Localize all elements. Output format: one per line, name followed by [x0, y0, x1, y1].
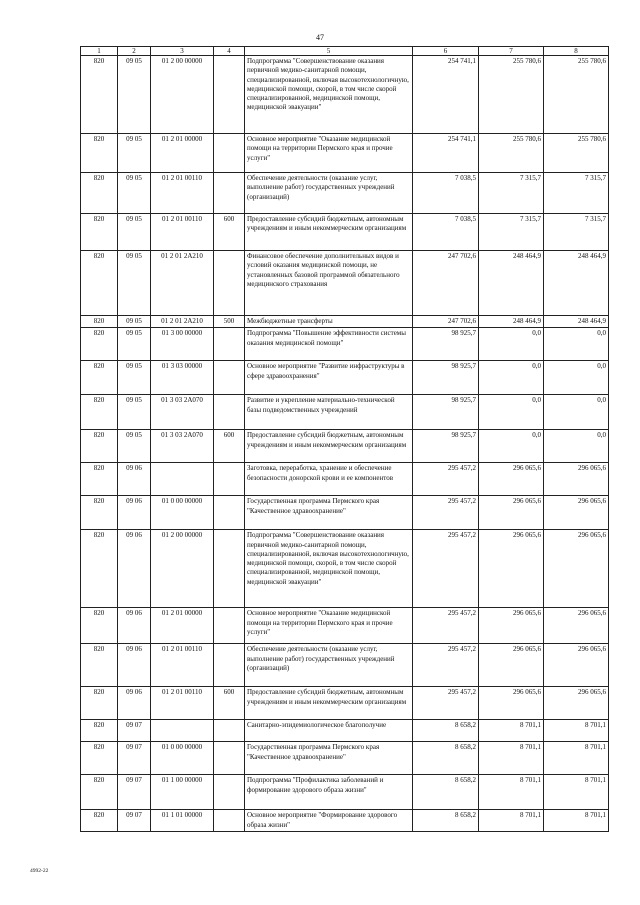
- cell-amount-2023: 7 315,7: [479, 173, 544, 214]
- table-row: [81, 430, 609, 463]
- cell-section-code: 09 06: [118, 463, 151, 496]
- table-row: [81, 608, 609, 644]
- cell-name: Подпрограмма "Повышение эффективности системы оказания медицинской помощи": [245, 328, 413, 361]
- cell-admin-code: 820: [81, 251, 118, 316]
- cell-target-code: 01 2 01 00000: [151, 608, 214, 644]
- cell-amount-2024: 7 315,7: [544, 173, 609, 214]
- cell-section-code: 09 07: [118, 775, 151, 810]
- cell-target-code: 01 2 00 00000: [151, 530, 214, 608]
- cell-section-code: 09 07: [118, 720, 151, 742]
- cell-target-code: 01 2 01 00110: [151, 214, 214, 251]
- table-row: [81, 810, 609, 832]
- cell-section-code: 09 05: [118, 251, 151, 316]
- cell-amount-2024: 255 780,6: [544, 56, 609, 134]
- cell-target-code: 01 1 01 00000: [151, 810, 214, 832]
- cell-amount-2022: 8 658,2: [413, 775, 479, 810]
- cell-name: Финансовое обеспечение дополнительных видов и условий оказания медицинской помощи, не установленных базовой программой обязательного медицинского страхования: [245, 251, 413, 316]
- header-cell: 2: [118, 47, 151, 56]
- cell-amount-2022: 295 457,2: [413, 530, 479, 608]
- table-row: [81, 361, 609, 395]
- header-row: [81, 47, 609, 56]
- cell-expense-type: [214, 810, 245, 832]
- cell-name: Основное мероприятие "Оказание медицинской помощи на территории Пермского края и прочие услуги": [245, 608, 413, 644]
- cell-admin-code: 820: [81, 173, 118, 214]
- cell-amount-2024: 7 315,7: [544, 214, 609, 251]
- cell-amount-2022: 8 658,2: [413, 810, 479, 832]
- cell-name: Подпрограмма "Совершенствование оказания первичной медико-санитарной помощи, специализированной, включая высокотехнологичную, медицинской помощи, скорой, в том числе скорой специализированной, медицинской помощи, медицинской эвакуации": [245, 56, 413, 134]
- cell-expense-type: 600: [214, 687, 245, 720]
- cell-amount-2024: 8 701,1: [544, 810, 609, 832]
- cell-admin-code: 820: [81, 361, 118, 395]
- cell-expense-type: 500: [214, 316, 245, 328]
- cell-expense-type: [214, 463, 245, 496]
- cell-amount-2023: 296 065,6: [479, 644, 544, 687]
- cell-amount-2022: 7 038,5: [413, 173, 479, 214]
- cell-target-code: 01 0 00 00000: [151, 742, 214, 775]
- cell-section-code: 09 05: [118, 395, 151, 430]
- table-row: [81, 496, 609, 530]
- table-row: [81, 56, 609, 134]
- cell-expense-type: [214, 775, 245, 810]
- cell-amount-2022: 295 457,2: [413, 687, 479, 720]
- cell-expense-type: [214, 530, 245, 608]
- cell-amount-2023: 8 701,1: [479, 720, 544, 742]
- cell-name: Развитие и укрепление материально-технической базы подведомственных учреждений: [245, 395, 413, 430]
- table-row: [81, 395, 609, 430]
- cell-admin-code: 820: [81, 720, 118, 742]
- cell-amount-2023: 0,0: [479, 328, 544, 361]
- cell-amount-2022: 8 658,2: [413, 720, 479, 742]
- cell-amount-2022: 8 658,2: [413, 742, 479, 775]
- cell-target-code: 01 0 00 00000: [151, 496, 214, 530]
- cell-amount-2024: 8 701,1: [544, 775, 609, 810]
- cell-expense-type: [214, 134, 245, 173]
- cell-amount-2023: 8 701,1: [479, 775, 544, 810]
- cell-name: Предоставление субсидий бюджетным, автономным учреждениям и иным некоммерческим организациям: [245, 430, 413, 463]
- cell-expense-type: [214, 173, 245, 214]
- cell-amount-2024: 0,0: [544, 361, 609, 395]
- cell-section-code: 09 07: [118, 742, 151, 775]
- cell-amount-2022: 98 925,7: [413, 328, 479, 361]
- table-row: [81, 214, 609, 251]
- table-row: [81, 775, 609, 810]
- cell-amount-2024: 296 065,6: [544, 608, 609, 644]
- cell-section-code: 09 06: [118, 687, 151, 720]
- cell-name: Государственная программа Пермского края "Качественное здравоохранение": [245, 496, 413, 530]
- header-cell: 5: [245, 47, 413, 56]
- cell-section-code: 09 05: [118, 328, 151, 361]
- cell-target-code: 01 3 03 00000: [151, 361, 214, 395]
- cell-amount-2024: 296 065,6: [544, 687, 609, 720]
- cell-section-code: 09 05: [118, 430, 151, 463]
- cell-amount-2024: 248 464,9: [544, 251, 609, 316]
- table-row: [81, 687, 609, 720]
- header-cell: 4: [214, 47, 245, 56]
- cell-amount-2023: 0,0: [479, 395, 544, 430]
- cell-amount-2023: 255 780,6: [479, 56, 544, 134]
- cell-name: Основное мероприятие "Развитие инфраструктуры в сфере здравоохранения": [245, 361, 413, 395]
- table-row: [81, 251, 609, 316]
- cell-amount-2024: 255 780,6: [544, 134, 609, 173]
- cell-amount-2022: 247 702,6: [413, 316, 479, 328]
- cell-section-code: 09 05: [118, 214, 151, 251]
- cell-amount-2022: 295 457,2: [413, 496, 479, 530]
- header-cell: 8: [544, 47, 609, 56]
- cell-amount-2024: 248 464,9: [544, 316, 609, 328]
- cell-expense-type: [214, 742, 245, 775]
- cell-name: Подпрограмма "Профилактика заболеваний и формирование здорового образа жизни": [245, 775, 413, 810]
- cell-amount-2023: 8 701,1: [479, 742, 544, 775]
- cell-amount-2023: 0,0: [479, 361, 544, 395]
- cell-target-code: 01 2 01 00110: [151, 644, 214, 687]
- cell-admin-code: 820: [81, 530, 118, 608]
- cell-name: Подпрограмма "Совершенствование оказания первичной медико-санитарной помощи, специализированной, включая высокотехнологичную, медицинской помощи, скорой, в том числе скорой специализированной, медицинской помощи, медицинской эвакуации": [245, 530, 413, 608]
- cell-amount-2022: 254 741,1: [413, 134, 479, 173]
- cell-admin-code: 820: [81, 496, 118, 530]
- cell-amount-2022: 295 457,2: [413, 608, 479, 644]
- cell-expense-type: [214, 496, 245, 530]
- cell-amount-2023: 7 315,7: [479, 214, 544, 251]
- cell-name: Предоставление субсидий бюджетным, автономным учреждениям и иным некоммерческим организациям: [245, 687, 413, 720]
- cell-target-code: 01 3 03 2А070: [151, 430, 214, 463]
- cell-target-code: 01 2 01 00110: [151, 173, 214, 214]
- cell-amount-2024: 0,0: [544, 430, 609, 463]
- footer-code: 4992-22: [30, 868, 49, 874]
- table-row: [81, 644, 609, 687]
- cell-section-code: 09 05: [118, 361, 151, 395]
- table-row: [81, 173, 609, 214]
- cell-amount-2024: 8 701,1: [544, 742, 609, 775]
- cell-expense-type: [214, 361, 245, 395]
- cell-amount-2024: 296 065,6: [544, 496, 609, 530]
- cell-amount-2022: 98 925,7: [413, 430, 479, 463]
- cell-target-code: 01 3 00 00000: [151, 328, 214, 361]
- header-cell: 3: [151, 47, 214, 56]
- cell-name: Основное мероприятие "Формирование здорового образа жизни": [245, 810, 413, 832]
- cell-expense-type: [214, 56, 245, 134]
- cell-amount-2023: 248 464,9: [479, 316, 544, 328]
- header-cell: 1: [81, 47, 118, 56]
- cell-amount-2022: 7 038,5: [413, 214, 479, 251]
- cell-section-code: 09 05: [118, 316, 151, 328]
- cell-admin-code: 820: [81, 316, 118, 328]
- cell-amount-2023: 255 780,6: [479, 134, 544, 173]
- cell-amount-2024: 296 065,6: [544, 644, 609, 687]
- cell-target-code: 01 2 01 00110: [151, 687, 214, 720]
- cell-expense-type: 600: [214, 214, 245, 251]
- cell-amount-2022: 295 457,2: [413, 463, 479, 496]
- cell-target-code: 01 3 03 2А070: [151, 395, 214, 430]
- cell-amount-2023: 296 065,6: [479, 608, 544, 644]
- table-row: [81, 742, 609, 775]
- cell-admin-code: 820: [81, 430, 118, 463]
- cell-amount-2024: 296 065,6: [544, 463, 609, 496]
- cell-amount-2023: 296 065,6: [479, 687, 544, 720]
- cell-name: Государственная программа Пермского края "Качественное здравоохранение": [245, 742, 413, 775]
- cell-section-code: 09 06: [118, 496, 151, 530]
- cell-admin-code: 820: [81, 644, 118, 687]
- header-cell: 7: [479, 47, 544, 56]
- table-row: [81, 316, 609, 328]
- header-cell: 6: [413, 47, 479, 56]
- cell-expense-type: [214, 608, 245, 644]
- table-row: [81, 134, 609, 173]
- cell-target-code: 01 2 00 00000: [151, 56, 214, 134]
- cell-amount-2023: 0,0: [479, 430, 544, 463]
- cell-expense-type: [214, 328, 245, 361]
- cell-admin-code: 820: [81, 810, 118, 832]
- cell-target-code: [151, 463, 214, 496]
- cell-amount-2022: 98 925,7: [413, 361, 479, 395]
- cell-amount-2022: 254 741,1: [413, 56, 479, 134]
- cell-target-code: [151, 720, 214, 742]
- cell-amount-2024: 8 701,1: [544, 720, 609, 742]
- table-row: [81, 530, 609, 608]
- cell-name: Санитарно-эпидемиологическое благополучие: [245, 720, 413, 742]
- cell-amount-2023: 8 701,1: [479, 810, 544, 832]
- cell-expense-type: [214, 644, 245, 687]
- cell-admin-code: 820: [81, 463, 118, 496]
- cell-admin-code: 820: [81, 56, 118, 134]
- cell-amount-2023: 296 065,6: [479, 463, 544, 496]
- cell-amount-2023: 296 065,6: [479, 530, 544, 608]
- cell-target-code: 01 2 01 00000: [151, 134, 214, 173]
- cell-amount-2023: 296 065,6: [479, 496, 544, 530]
- cell-section-code: 09 05: [118, 134, 151, 173]
- cell-admin-code: 820: [81, 608, 118, 644]
- table-row: [81, 328, 609, 361]
- cell-name: Обеспечение деятельности (оказание услуг, выполнение работ) государственных учреждений (организаций): [245, 173, 413, 214]
- cell-section-code: 09 06: [118, 530, 151, 608]
- cell-target-code: 01 2 01 2А210: [151, 316, 214, 328]
- cell-amount-2022: 295 457,2: [413, 644, 479, 687]
- cell-amount-2022: 98 925,7: [413, 395, 479, 430]
- cell-name: Заготовка, переработка, хранение и обеспечение безопасности донорской крови и ее компонентов: [245, 463, 413, 496]
- cell-admin-code: 820: [81, 687, 118, 720]
- cell-admin-code: 820: [81, 742, 118, 775]
- cell-admin-code: 820: [81, 134, 118, 173]
- cell-expense-type: [214, 395, 245, 430]
- cell-amount-2024: 296 065,6: [544, 530, 609, 608]
- cell-expense-type: 600: [214, 430, 245, 463]
- cell-target-code: 01 2 01 2А210: [151, 251, 214, 316]
- cell-name: Межбюджетные трансферты: [245, 316, 413, 328]
- cell-name: Предоставление субсидий бюджетным, автономным учреждениям и иным некоммерческим организациям: [245, 214, 413, 251]
- cell-admin-code: 820: [81, 395, 118, 430]
- cell-admin-code: 820: [81, 328, 118, 361]
- cell-expense-type: [214, 720, 245, 742]
- table-row: [81, 463, 609, 496]
- cell-expense-type: [214, 251, 245, 316]
- cell-section-code: 09 06: [118, 608, 151, 644]
- cell-target-code: 01 1 00 00000: [151, 775, 214, 810]
- cell-section-code: 09 05: [118, 56, 151, 134]
- cell-admin-code: 820: [81, 214, 118, 251]
- cell-section-code: 09 06: [118, 644, 151, 687]
- cell-amount-2023: 248 464,9: [479, 251, 544, 316]
- cell-name: Обеспечение деятельности (оказание услуг, выполнение работ) государственных учреждений (организаций): [245, 644, 413, 687]
- budget-table: [80, 46, 609, 832]
- table-row: [81, 720, 609, 742]
- cell-amount-2024: 0,0: [544, 328, 609, 361]
- cell-section-code: 09 05: [118, 173, 151, 214]
- page-number: 47: [316, 33, 324, 42]
- cell-name: Основное мероприятие "Оказание медицинской помощи на территории Пермского края и прочие услуги": [245, 134, 413, 173]
- cell-section-code: 09 07: [118, 810, 151, 832]
- cell-admin-code: 820: [81, 775, 118, 810]
- cell-amount-2022: 247 702,6: [413, 251, 479, 316]
- cell-amount-2024: 0,0: [544, 395, 609, 430]
